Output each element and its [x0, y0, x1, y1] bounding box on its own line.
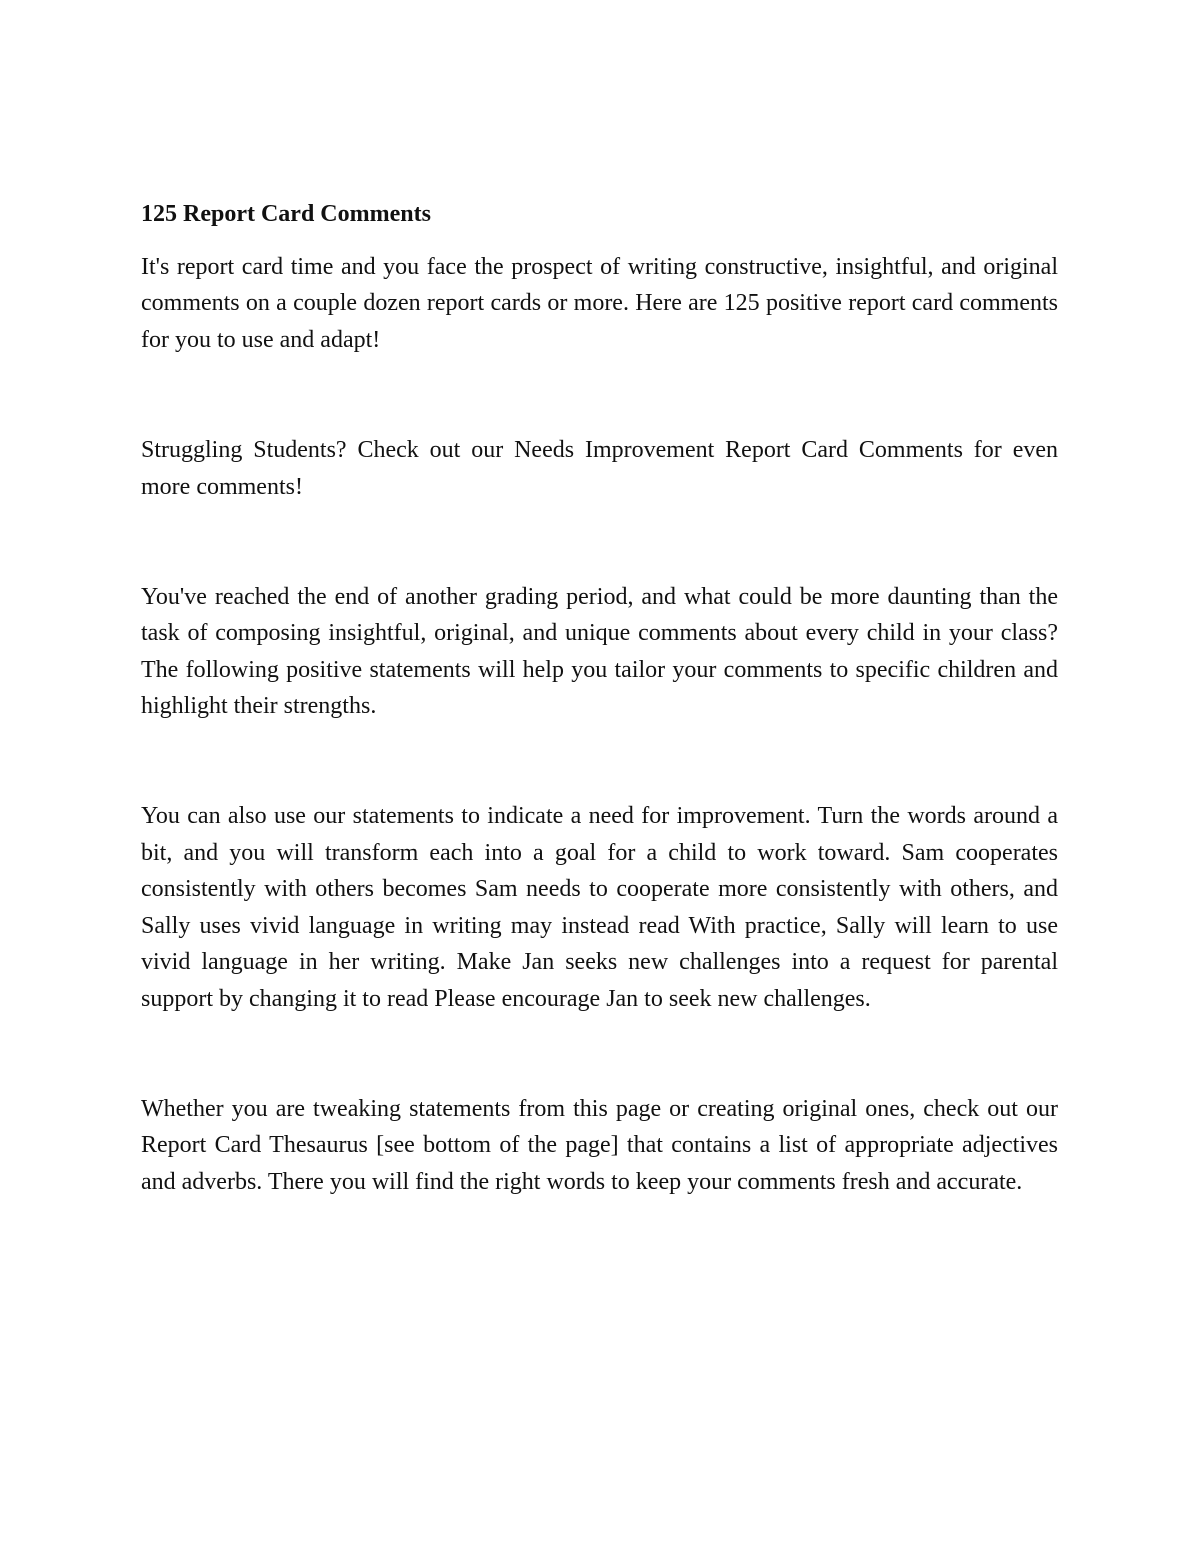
- improvement-paragraph: You can also use our statements to indicate a need for improvement. Turn the words around a bit, and you will transform each into a goal for a child to work toward. Sam cooperates consistently with others becomes Sam needs to cooperate more consistently with others, and Sally uses vivid language in writing may instead read With practice, Sally will learn to use vivid language in her writing. Make Jan seeks new challenges into a request for parental support by changing it to read Please encourage Jan to seek new challenges.: [141, 802, 1058, 1012]
- document-title: 125 Report Card Comments: [141, 201, 431, 227]
- struggling-students-paragraph: Struggling Students? Check out our Needs Improvement Report Card Comments for even more comments!: [141, 437, 1058, 500]
- thesaurus-paragraph: Whether you are tweaking statements from this page or creating original ones, check out our Report Card Thesaurus [see bottom of the page] that contains a list of appropriate adjectives and adverbs. There you will find the right words to keep your comments fresh and accurate.: [141, 1095, 1058, 1195]
- grading-period-paragraph: You've reached the end of another grading period, and what could be more daunting than the task of composing insightful, original, and unique comments about every child in your class? The following positive statements will help you tailor your comments to specific children and highlight their strengths.: [141, 583, 1058, 720]
- document-body: [141, 196, 1058, 1200]
- intro-paragraph: It's report card time and you face the prospect of writing constructive, insightful, and original comments on a couple dozen report cards or more. Here are 125 positive report card comments for you to use and adapt!: [141, 253, 1058, 353]
